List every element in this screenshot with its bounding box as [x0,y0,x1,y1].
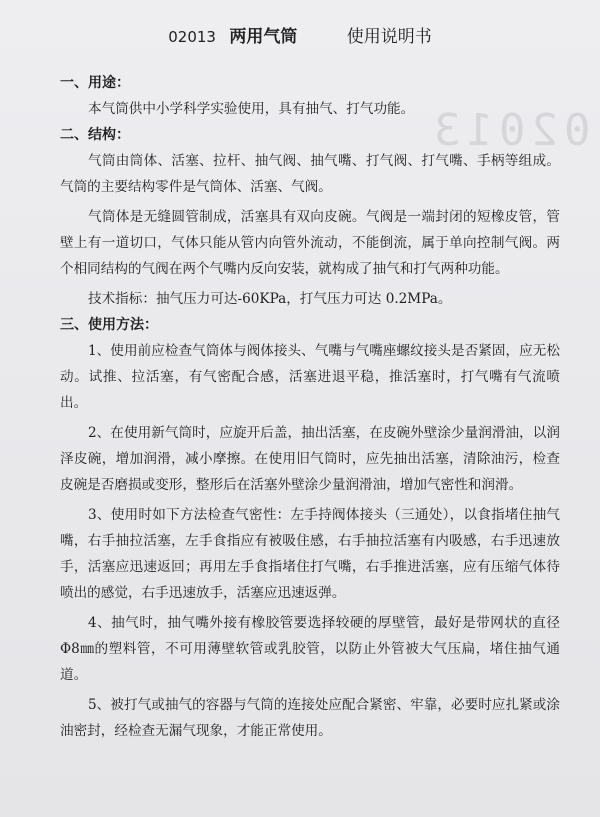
structure-paragraph-2: 气筒体是无缝圆管制成，活塞具有双向皮碗。气阀是一端封闭的短橡皮管，管壁上有一道切口，气体只能从管内向管外流动，不能倒流，属于单向控制气阀。两个相同结构的气阀在两个气嘴内反向安装，就构成了抽气和打气两种功能。 [60,209,560,277]
method-item-2: 2、在使用新气筒时，应旋开后盖，抽出活塞，在皮碗外壁涂少量润滑油，以润泽皮碗，增加润滑，减小摩擦。在使用旧气筒时，应先抽出活塞，清除油污，检查皮碗是否磨损或变形，整形后在活塞外壁涂少量润滑油，增加气密性和润滑。 [60,425,560,493]
method-item-4: 4、抽气时，抽气嘴外接有橡胶管要选择较硬的厚壁管，最好是带网状的直径Φ8㎜的塑料管，不可用薄壁软管或乳胶管，以防止外管被大气压扁，堵住抽气通道。 [60,615,560,683]
structure-paragraph-1: 气筒由筒体、活塞、拉杆、抽气阀、抽气嘴、打气阀、打气嘴、手柄等组成。气筒的主要结构零件是气筒体、活塞、气阀。 [60,153,560,195]
technical-specs: 技术指标：抽气压力可达-60KPa，打气压力可达 0.2MPa。 [88,291,452,307]
document-title [0,22,600,47]
product-code: 02013 [168,28,216,46]
method-item-3: 3、使用时如下方法检查气密性：左手持阀体接头（三通处），以食指堵住抽气嘴，右手抽拉活塞，左手食指应有被吸住感，右手抽拉活塞有内吸感，右手迅速放手，活塞应迅速返回；再用左手食指堵住打气嘴，右手推进活塞，应有压缩气体待喷出的感觉，右手迅速放手，活塞应迅速返弹。 [60,507,560,601]
usage-heading: 一、用途： [60,75,130,91]
manual-body [60,70,560,744]
method-item-5: 5、被打气或抽气的容器与气筒的连接处应配合紧密、牢靠，必要时应扎紧或涂油密封，经检查无漏气现象，才能正常使用。 [60,697,560,739]
structure-heading: 二、结构： [60,127,130,143]
product-name: 两用气筒 [229,27,298,47]
usage-text: 本气筒供中小学科学实验使用，具有抽气、打气功能。 [88,101,415,117]
method-heading: 三、使用方法： [60,317,158,333]
bleed-through-code: 02013 [427,105,590,156]
method-item-1: 1、使用前应检查气筒体与阀体接头、气嘴与气嘴座螺纹接头是否紧固，应无松动。试推、拉活塞，有气密配合感，活塞进退平稳，推活塞时，打气嘴有气流喷出。 [60,343,560,411]
document-type: 使用说明书 [346,27,432,47]
